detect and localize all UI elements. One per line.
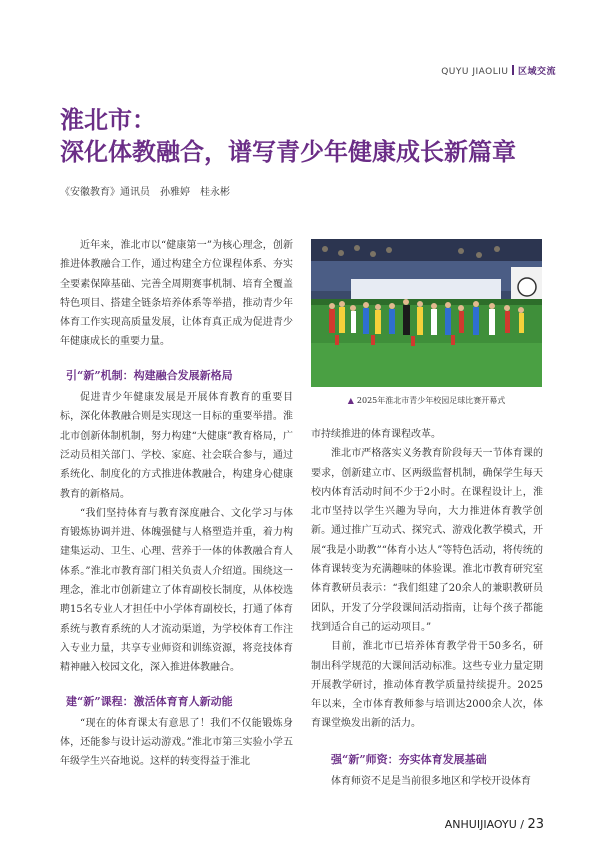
section-heading-mechanism: 引“新”机制：构建融合发展新格局 [66, 368, 233, 382]
paragraph-continued: 市持续推进的体育课程改革。 [311, 429, 441, 440]
paragraph: 淮北市严格落实义务教育阶段每天一节体育课的要求，创新建立市、区两级监督机制，确保学生每天校内体育活动时间不少于2小时。在课程设计上，淮北市坚持以学生兴趣为导向，大力推进体育教学创新。通过推广互动式、探究式、游戏化教学模式，开展“我是小助教”“体育小达人”等特色活动，将传统的体育课转变为充满趣味的体验课。淮北市教育研究室体育教研员表示：“我们组建了20余人的兼职教研员团队，开发了分学段课间活动指南，让每个孩子都能找到适合自己的运动项目。” [311, 448, 543, 633]
paragraph: “我们坚持体育与教育深度融合、文化学习与体育锻炼协调并进、体魄强健与人格塑造并重，着力构建集运动、卫生、心理、营养于一体的体教融合育人体系。”淮北市教育部门相关负责人介绍道。围绕这一理念，淮北市创新建立了体育副校长制度，从体校选聘15名专业人才担任中小学体育副校长，打通了体育系统与教育系统的人才流动渠道，为学校体育工作注入专业力量，共享专业师资和训练资源，将竞技体育精神融入校园文化，深入推进体教融合。 [60, 507, 293, 674]
right-column [311, 425, 543, 791]
intro-paragraph: 近年来，淮北市以“健康第一”为核心理念，创新推进体教融合工作，通过构建全方位课程体系、夯实全要素保障基础、完善全周期赛事机制、培育全覆盖特色项目、搭建全链条培养体系等举措，推动青少年体育工作实现高质量发展，让体育真正成为促进青少年健康成长的重要力量。 [60, 240, 293, 348]
series-label: QUYU JIAOLIU [441, 67, 509, 77]
running-header [441, 64, 556, 77]
page-number: 23 [527, 817, 544, 832]
section-heading-curriculum: 建“新”课程：激活体育育人新动能 [66, 694, 233, 708]
paragraph: 体育师资不足是当前很多地区和学校开设体育 [331, 776, 531, 788]
section-heading-teachers: 强“新”师资：夯实体育发展基础 [331, 752, 487, 766]
left-column [60, 236, 293, 772]
paragraph: “现在的体育课太有意思了！我们不仅能锻炼身体，还能参与设计运动游戏。”淮北市第三实验小学五年级学生兴奋地说。这样的转变得益于淮北 [60, 717, 293, 768]
paragraph: 目前，淮北市已培养体育教学骨干50多名，研制出科学规范的大课间活动标准。这些专业力量定期开展教学研讨，推动体育教学质量持续提升。2025年以来，全市体育教师参与培训达2000余人次，体育课堂焕发出新的活力。 [311, 641, 543, 730]
byline: 《安徽教育》通讯员 孙雅婷 桂永彬 [60, 187, 230, 198]
title-line-1: 淮北市： [60, 105, 156, 134]
photo-caption [311, 395, 542, 406]
article-title [60, 104, 516, 168]
magazine-name: ANHUIJIAOYU [444, 818, 517, 831]
triangle-icon: ▲ [347, 396, 354, 405]
page-footer: ANHUIJIAOYU / 23 [444, 817, 544, 832]
photo-image [311, 239, 542, 387]
section-label: 区域交流 [517, 67, 556, 77]
title-line-2: 深化体教融合，谱写青少年健康成长新篇章 [60, 137, 516, 166]
caption-text: 2025年淮北市青少年校园足球比赛开幕式 [356, 396, 506, 405]
paragraph: 促进青少年健康发展是开展体育教育的重要目标，深化体教融合则是实现这一目标的重要举措。淮北市创新体制机制，努力构建“大健康”教育格局，广泛动员相关部门、学校、家庭、社会联合参与，通过系统化、制度化的方式推进体教融合，构建身心健康教育的新格局。 [60, 392, 293, 500]
football-match-photo [311, 239, 542, 387]
header-divider [512, 65, 514, 75]
